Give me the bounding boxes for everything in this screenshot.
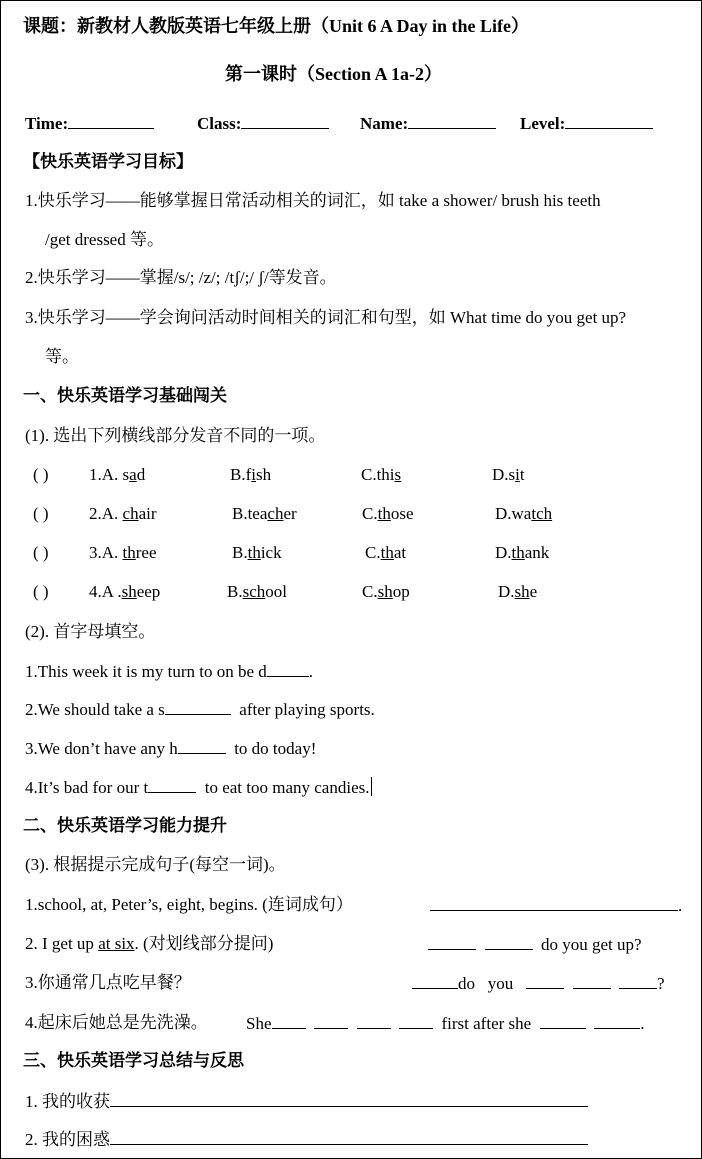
reflection-confusions-blank[interactable] — [110, 1128, 588, 1145]
sentence-q3-answer[interactable]: do you ? — [412, 972, 665, 995]
goals-heading: 【快乐英语学习目标】 — [23, 152, 193, 172]
section1-heading: 一、快乐英语学习基础闯关 — [23, 386, 227, 406]
sentence-q1-blank[interactable] — [430, 894, 678, 911]
sentence-q2-blank-2[interactable] — [485, 933, 533, 950]
sentence-q3-blank-3[interactable] — [573, 972, 611, 989]
lesson-subtitle: 第一课时（Section A 1a-2） — [225, 64, 443, 84]
level-blank[interactable] — [565, 112, 653, 129]
sentence-q1: 1.school, at, Peter’s, eight, begins. (连词成句） — [25, 895, 353, 914]
sentence-q1-answer[interactable]: . — [430, 894, 682, 917]
q1-paren[interactable]: ( ) — [33, 465, 49, 484]
part1-title: (1). 选出下列横线部分发音不同的一项。 — [25, 426, 326, 445]
fill-2-blank[interactable] — [165, 698, 231, 715]
sentence-q2-answer[interactable]: do you get up? — [428, 933, 642, 956]
fill-item-2: 2.We should take a s after playing sports. — [25, 700, 375, 719]
q4-option-b: B.school — [227, 582, 287, 601]
sentence-q3-blank-2[interactable] — [526, 972, 564, 989]
goal-item-1: 1.快乐学习——能够掌握日常活动相关的词汇，如 take a shower/ brush his teeth — [25, 191, 601, 210]
text-cursor — [371, 777, 372, 796]
sentence-q4-blank-3[interactable] — [357, 1012, 391, 1029]
time-label: Time: — [25, 114, 69, 133]
q3-option-d: D.thank — [495, 543, 550, 562]
sentence-q3-blank-4[interactable] — [619, 972, 657, 989]
name-field[interactable] — [360, 112, 496, 135]
section3-heading: 三、快乐英语学习总结与反思 — [23, 1051, 244, 1071]
name-blank[interactable] — [408, 112, 496, 129]
q4-option-a: 4.A .sheep — [89, 582, 161, 601]
sentence-q4-blank-6[interactable] — [594, 1012, 640, 1029]
name-label: Name: — [360, 114, 409, 133]
q3-option-a: 3.A. three — [89, 543, 157, 562]
level-field[interactable] — [520, 112, 653, 135]
sentence-q4-blank-5[interactable] — [540, 1012, 586, 1029]
level-label: Level: — [520, 114, 566, 133]
q2-option-d: D.watch — [495, 504, 553, 523]
sentence-q4: 4.起床后她总是先洗澡。 — [25, 1013, 208, 1032]
time-field[interactable] — [25, 112, 154, 135]
q2-option-b: B.teacher — [232, 504, 297, 523]
q2-option-a: 2.A. chair — [89, 504, 157, 523]
q4-paren[interactable]: ( ) — [33, 582, 49, 601]
goal-item-1-cont: /get dressed 等。 — [45, 230, 164, 249]
sentence-q4-blank-2[interactable] — [314, 1012, 348, 1029]
q4-option-d: D.she — [498, 582, 538, 601]
sentence-q3-blank-1[interactable] — [412, 972, 458, 989]
q1-option-b: B.fish — [230, 465, 272, 484]
q3-paren[interactable]: ( ) — [33, 543, 49, 562]
q3-option-b: B.thick — [232, 543, 282, 562]
class-label: Class: — [197, 114, 242, 133]
goal-item-3-cont: 等。 — [45, 347, 79, 366]
page-title: 课题：新教材人教版英语七年级上册（Unit 6 A Day in the Life） — [23, 16, 530, 36]
fill-item-1: 1.This week it is my turn to on be d . — [25, 662, 314, 681]
fill-item-4: 4.It’s bad for our t to eat too many candies. — [25, 778, 370, 797]
q1-option-c: C.this — [361, 465, 402, 484]
class-blank[interactable] — [241, 112, 329, 129]
sentence-q4-blank-4[interactable] — [399, 1012, 433, 1029]
q3-option-c: C.that — [365, 543, 407, 562]
fill-item-3: 3.We don’t have any h to do today! — [25, 739, 317, 758]
q2-option-c: C.those — [362, 504, 414, 523]
part3-title: (3). 根据提示完成句子(每空一词)。 — [25, 855, 286, 874]
sentence-q2-blank-1[interactable] — [428, 933, 476, 950]
q1-option-a: 1.A. sad — [89, 465, 146, 484]
q4-option-c: C.shop — [362, 582, 410, 601]
fill-3-blank[interactable] — [178, 737, 226, 754]
fill-1-blank[interactable] — [267, 660, 309, 677]
sentence-q4-answer[interactable]: She first after she . — [246, 1014, 645, 1033]
sentence-q4-blank-1[interactable] — [272, 1012, 306, 1029]
goal-item-3: 3.快乐学习——学会询问活动时间相关的词汇和句型，如 What time do you get up? — [25, 308, 627, 327]
q2-paren[interactable]: ( ) — [33, 504, 49, 523]
class-field[interactable] — [197, 112, 329, 135]
q1-option-d: D.sit — [492, 465, 525, 484]
reflection-gains-blank[interactable] — [110, 1090, 588, 1107]
reflection-confusions: 2. 我的困惑 — [25, 1128, 588, 1151]
section2-heading: 二、快乐英语学习能力提升 — [23, 816, 227, 836]
fill-4-blank[interactable] — [148, 776, 196, 793]
sentence-q3: 3.你通常几点吃早餐？ — [25, 973, 191, 992]
sentence-q2: 2. I get up at six. (对划线部分提问) — [25, 934, 274, 953]
time-blank[interactable] — [68, 112, 154, 129]
goal-item-2: 2.快乐学习——掌握/s/; /z/; /tʃ/;/ ʃ/等发音。 — [25, 268, 337, 287]
part2-title: (2). 首字母填空。 — [25, 622, 156, 641]
reflection-gains: 1. 我的收获 — [25, 1090, 588, 1113]
